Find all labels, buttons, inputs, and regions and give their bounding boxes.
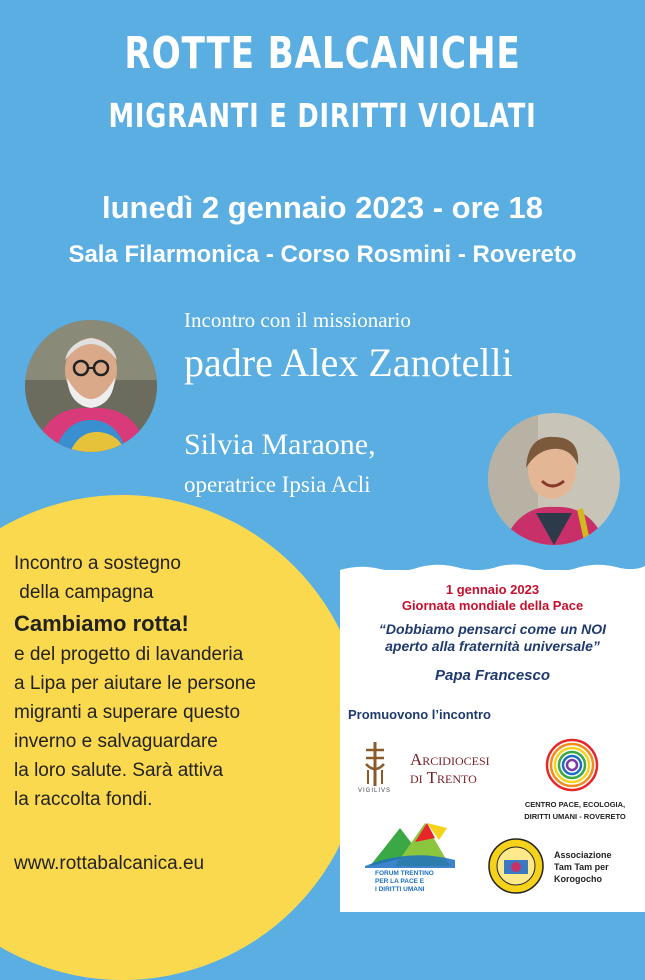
tamtam-name: Korogocho [554, 874, 602, 884]
alex-zanotelli-photo [25, 320, 157, 452]
rainbow-rings-icon [545, 738, 599, 792]
support-line: della campagna [14, 582, 154, 603]
support-text [14, 549, 256, 814]
silvia-maraone-photo [488, 413, 620, 545]
campaign-name: Cambiamo rotta! [14, 611, 189, 636]
forum-name: I DIRITTI UMANI [375, 886, 425, 893]
promoters-heading: Promuovono l’incontro [348, 707, 491, 722]
poster-subtitle: MIGRANTI E DIRITTI VIOLATI [108, 96, 537, 135]
peace-day-name: Giornata mondiale della Pace [401, 598, 584, 613]
arcidiocesi-city: di Trento [410, 768, 477, 787]
vigilius-symbol-icon [360, 740, 390, 788]
support-line: e del progetto di lavanderia [14, 644, 244, 665]
support-line: la loro salute. Sarà attiva [14, 760, 224, 781]
forum-trentino-logo [355, 818, 465, 898]
panel-torn-edge [340, 562, 645, 576]
arcidiocesi-name: Arcidiocesi [410, 750, 490, 769]
support-line: Incontro a sostegno [14, 553, 181, 574]
main-speaker-name: padre Alex Zanotelli [184, 340, 513, 385]
tamtam-name: Associazione [554, 850, 612, 860]
event-date: lunedì 2 gennaio 2023 - ore 18 [101, 190, 544, 225]
quote-author: Papa Francesco [434, 667, 551, 684]
speaker-intro: Incontro con il missionario [184, 308, 411, 332]
peace-day-date: 1 gennaio 2023 [445, 582, 540, 597]
tamtam-name: Tam Tam per [554, 862, 609, 872]
quote-line: aperto alla fraternità universale” [385, 638, 600, 654]
quote-line: “Dobbiamo pensarci come un NOI [378, 621, 607, 637]
arcidiocesi-logo [350, 740, 500, 800]
second-speaker-name: Silvia Maraone, [184, 428, 376, 461]
centro-pace-logo [515, 738, 645, 828]
mountains-icon [365, 818, 455, 868]
poster-title: ROTTE BALCANICHE [124, 28, 521, 79]
support-line: a Lipa per aiutare le persone [14, 673, 256, 694]
centro-pace-name: DIRITTI UMANI - ROVERETO [524, 812, 626, 821]
support-line: migranti a superare questo [14, 702, 241, 723]
forum-name: PER LA PACE E [375, 878, 425, 885]
website-link[interactable]: www.rottabalcanica.eu [14, 853, 205, 874]
event-venue: Sala Filarmonica - Corso Rosmini - Rovereto [68, 241, 577, 268]
centro-pace-name: CENTRO PACE, ECOLOGIA, [524, 800, 626, 809]
support-line: inverno e salvaguardare [14, 731, 218, 752]
vigilius-label: VIGILIVS [358, 788, 392, 794]
tamtam-seal-icon [488, 838, 544, 894]
forum-name: FORUM TRENTINO [375, 870, 434, 877]
second-speaker-role: operatrice Ipsia Acli [184, 472, 371, 497]
support-line: la raccolta fondi. [14, 789, 153, 810]
promoters-panel [340, 570, 645, 912]
tamtam-logo [488, 838, 643, 898]
